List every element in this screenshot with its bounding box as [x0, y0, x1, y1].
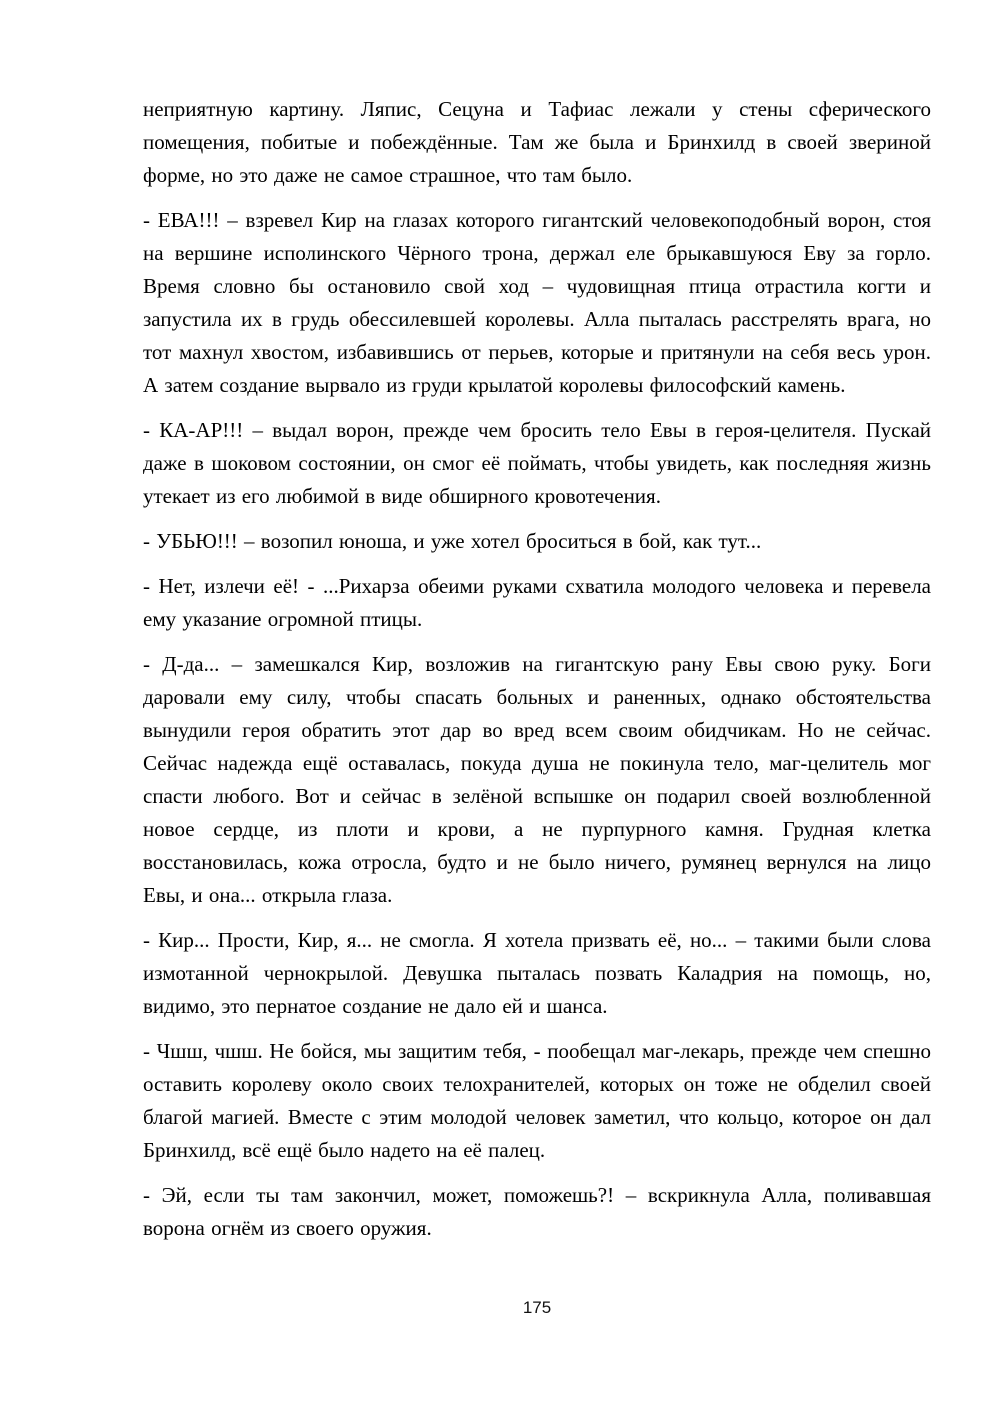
paragraph-6: - Д-да... – замешкался Кир, возложив на гигантскую рану Евы свою руку. Боги даровали ему силу, чтобы спасать больных и раненных, однако обстоятельства вынудили героя обратить этот дар во вред всем своим обидчикам. Но не сейчас. Сейчас надежда ещё оставалась, покуда душа не покинула тело, маг-целитель мог спасти любого. Вот и сейчас в зелёной вспышке он подарил своей возлюбленной новое сердце, из плоти и крови, а не пурпурного камня. Грудная клетка восстановилась, кожа отросла, будто и не было ничего, румянец вернулся на лицо Евы, и она... открыла глаза. — [143, 652, 931, 907]
paragraph-7: - Кир... Прости, Кир, я... не смогла. Я хотела призвать её, но... – такими были слова измотанной чернокрылой. Девушка пыталась позвать Каладрия на помощь, но, видимо, это пернатое создание не дало ей и шанса. — [143, 928, 931, 1018]
page-number: 175 — [522, 1298, 552, 1317]
paragraph-1: неприятную картину. Ляпис, Сецуна и Тафиас лежали у стены сферического помещения, побитые и побеждённые. Там же была и Бринхилд в своей звериной форме, но это даже не самое страшное, что там было. — [143, 97, 931, 187]
paragraph-4: - УБЬЮ!!! – возопил юноша, и уже хотел броситься в бой, как тут... — [143, 529, 762, 553]
paragraph-5: - Нет, излечи её! - ...Рихарза обеими руками схватила молодого человека и перевела ему указание огромной птицы. — [143, 574, 931, 631]
page-body — [143, 93, 931, 1257]
paragraph-2: - ЕВА!!! – взревел Кир на глазах которого гигантский человекоподобный ворон, стоя на вершине исполинского Чёрного трона, держал еле брыкавшуюся Еву за горло. Время словно бы остановило свой ход – чудовищная птица отрастила когти и запустила их в грудь обессилевшей королевы. Алла пыталась расстрелять врага, но тот махнул хвостом, избавившись от перьев, которые и притянули на себя весь урон. А затем создание вырвало из груди крылатой королевы философский камень. — [143, 208, 931, 397]
paragraph-9: - Эй, если ты там закончил, может, поможешь?! – вскрикнула Алла, поливавшая ворона огнём из своего оружия. — [143, 1183, 931, 1240]
paragraph-3: - КА-АР!!! – выдал ворон, прежде чем бросить тело Евы в героя-целителя. Пускай даже в шоковом состоянии, он смог её поймать, чтобы увидеть, как последняя жизнь утекает из его любимой в виде обширного кровотечения. — [143, 418, 931, 508]
paragraph-8: - Чшш, чшш. Не бойся, мы защитим тебя, - пообещал маг-лекарь, прежде чем спешно оставить королеву около своих телохранителей, которых он тоже не обделил своей благой магией. Вместе с этим молодой человек заметил, что кольцо, которое он дал Бринхилд, всё ещё было надето на её палец. — [143, 1039, 931, 1162]
